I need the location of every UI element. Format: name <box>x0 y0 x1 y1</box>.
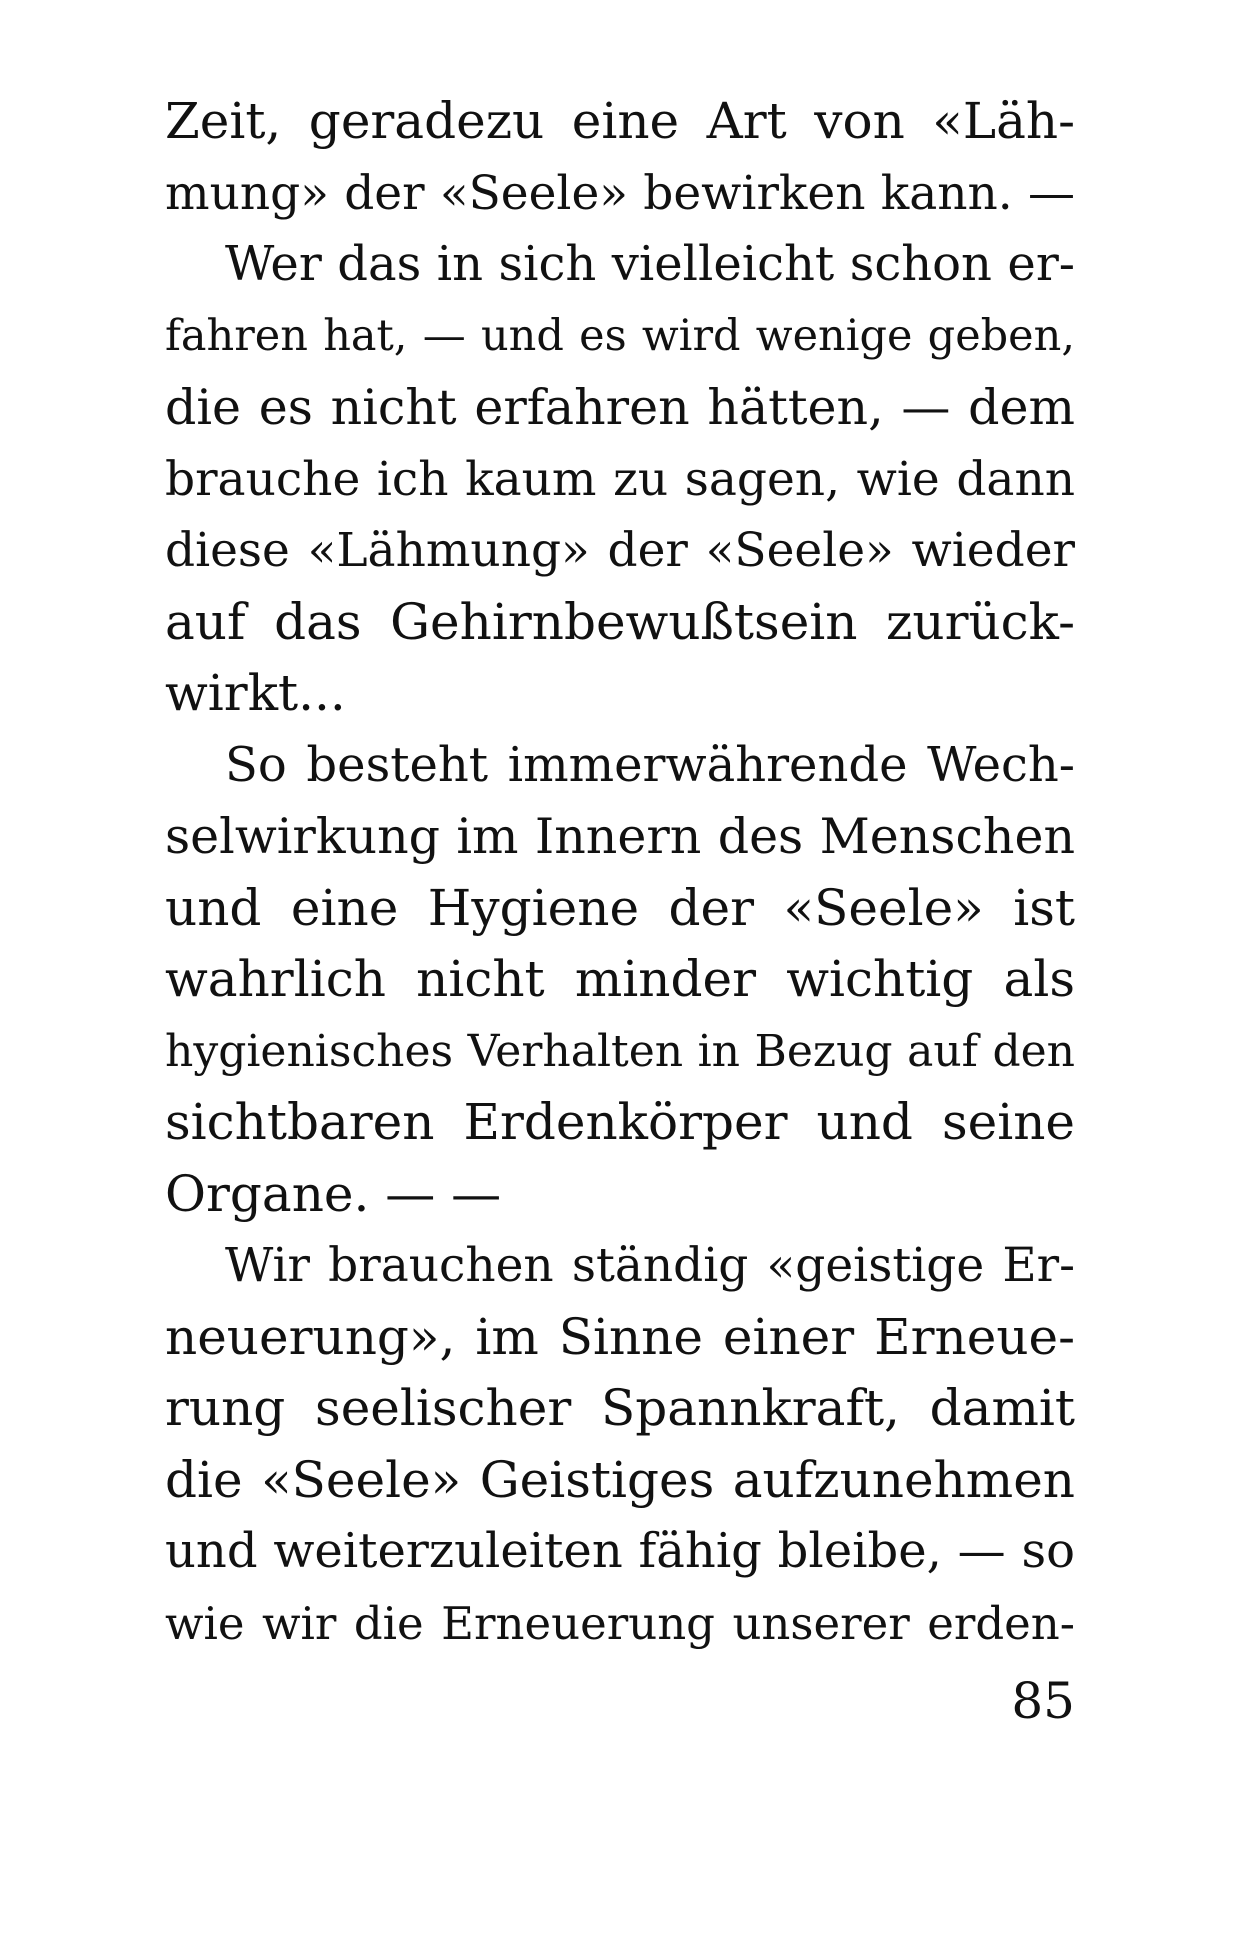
text-line: Organe. — — <box>165 1164 502 1223</box>
text-line: auf das Gehirnbewußtsein zurück- <box>165 592 1075 651</box>
text-line: Wir brauchen ständig «geistige Er- <box>225 1238 1075 1293</box>
text-line: neuerung», im Sinne einer Erneue- <box>165 1307 1075 1366</box>
text-line: diese «Lähmung» der «Seele» wieder <box>165 523 1075 578</box>
text-line: wirkt... <box>165 664 346 722</box>
text-line: und eine Hygiene der «Seele» ist <box>165 878 1075 937</box>
text-line: mung» der «Seele» bewirken kann. — <box>165 165 1075 221</box>
text-line: und weiterzuleiten fähig bleibe, — so <box>165 1523 1075 1579</box>
text-line: die «Seele» Geistiges aufzunehmen <box>165 1450 1075 1509</box>
text-line: sichtbaren Erdenkörper und seine <box>165 1093 1075 1151</box>
text-line: Wer das in sich vielleicht schon er- <box>225 236 1075 292</box>
text-line: brauche ich kaum zu sagen, wie dann <box>165 451 1075 507</box>
text-line: selwirkung im Innern des Menschen <box>165 808 1075 865</box>
text-line: So besteht immerwährende Wech- <box>225 736 1075 793</box>
page-number: 85 <box>1011 1672 1075 1730</box>
text-line: wie wir die Erneuerung unserer erden- <box>165 1596 1075 1650</box>
text-line: Zeit, geradezu eine Art von «Läh- <box>165 92 1075 150</box>
body-text <box>165 86 1075 1659</box>
text-line: die es nicht erfahren hätten, — dem <box>165 379 1075 436</box>
text-line: wahrlich nicht minder wichtig als <box>165 950 1075 1008</box>
text-line: fahren hat, — und es wird wenige geben, <box>165 310 1075 361</box>
text-line: hygienisches Verhalten in Bezug auf den <box>165 1025 1075 1077</box>
text-line: rung seelischer Spannkraft, damit <box>165 1379 1075 1437</box>
